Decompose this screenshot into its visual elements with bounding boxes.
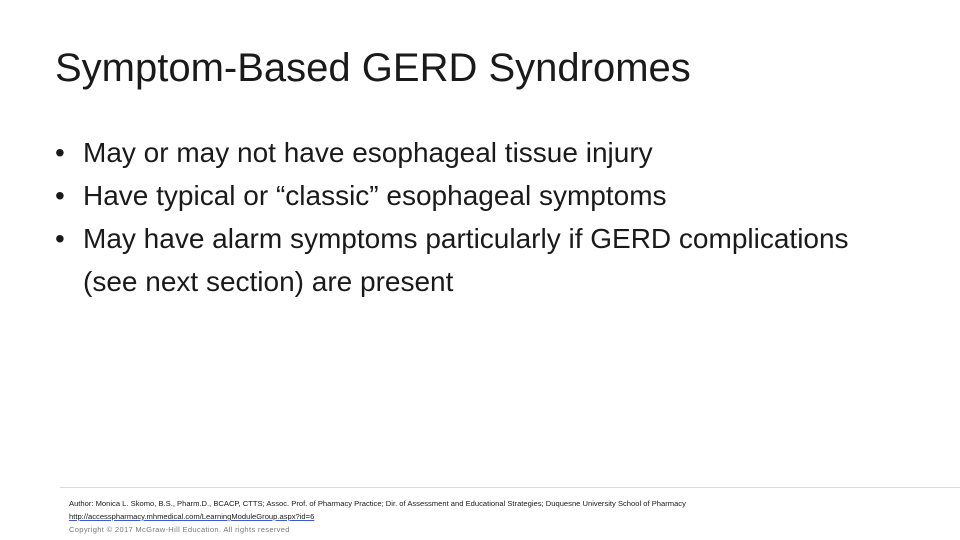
bullet-marker: • [55, 223, 65, 254]
footer-divider [60, 487, 960, 488]
bullet-item [55, 174, 855, 217]
footer-copyright: Copyright © 2017 McGraw-Hill Education. All rights reserved [69, 525, 290, 534]
footer-author: Author: Monica L. Skomo, B.S., Pharm.D., BCACP, CTTS; Assoc. Prof. of Pharmacy Practice; Dir. of Assessment and Educational Strategies; Duquesne University School of Pharmacy [69, 499, 686, 508]
bullet-item [55, 217, 855, 303]
bullet-list [55, 131, 855, 303]
bullet-marker: • [55, 137, 65, 168]
bullet-text: Have typical or “classic” esophageal symptoms [83, 180, 667, 211]
bullet-text: May have alarm symptoms particularly if GERD complications (see next section) are present [83, 223, 849, 297]
bullet-marker: • [55, 180, 65, 211]
slide-title: Symptom-Based GERD Syndromes [55, 46, 691, 90]
bullet-item [55, 131, 855, 174]
bullet-text: May or may not have esophageal tissue injury [83, 137, 653, 168]
footer-link[interactable]: http://accesspharmacy.mhmedical.com/LearningModuleGroup.aspx?id=6 [69, 512, 315, 521]
footer [69, 497, 949, 536]
